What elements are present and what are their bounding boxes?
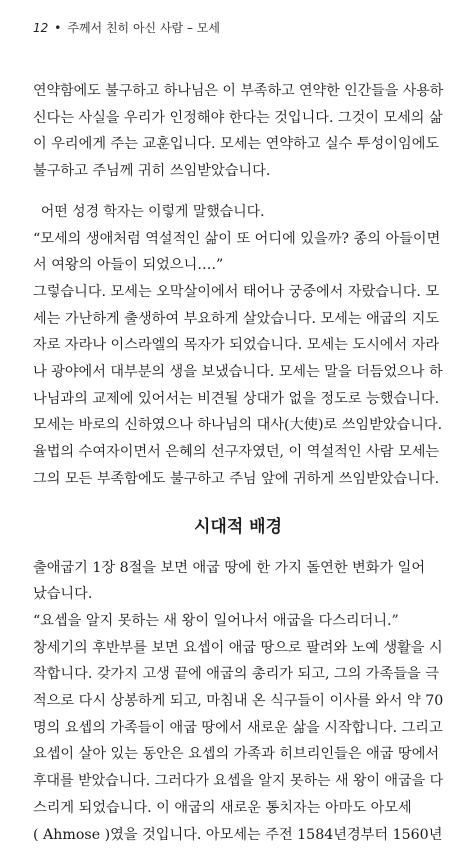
- text-line: 났습니다.: [33, 586, 93, 603]
- book-page: [33, 20, 443, 848]
- text-line: “모세의 생애처럼 역설적인 삶이 또 어디에 있을까? 종의 아들이면: [33, 230, 441, 247]
- text-line: 그렇습니다. 모세는 오막살이에서 태어나 궁중에서 자랐습니다. 모: [33, 283, 440, 300]
- text-line: 나님과의 교제에 있어서는 비견될 상대가 없을 정도로 능했습니다.: [33, 390, 440, 407]
- text-line: 서 여왕의 아들이 되었으니….”: [33, 257, 224, 274]
- page-number: 12: [33, 21, 49, 35]
- text-line: 세는 가난하게 출생하여 부요하게 살았습니다. 모세는 애굽의 지도: [33, 310, 440, 327]
- text-line: 적으로 다시 상봉하게 되고, 마침내 온 식구들이 이사를 와서 약 70: [33, 693, 444, 710]
- text-line: “요셉을 알지 못하는 새 왕이 일어나서 애굽을 다스리더니.”: [33, 612, 399, 629]
- text-line: 어떤 성경 학자는 이렇게 말했습니다.: [40, 203, 265, 220]
- book-title: 주께서 친히 아신 사람 – 모세: [67, 21, 220, 35]
- text-line: 신다는 사실을 우리가 인정해야 한다는 것입니다. 그것이 모세의 삶: [33, 109, 443, 126]
- text-line: 이 우리에게 주는 교훈입니다. 모세는 연약하고 실수 투성이임에도: [33, 136, 440, 153]
- text-line: 후대를 받았습니다. 그러다가 요셉을 알지 못하는 새 왕이 애굽을 다: [33, 773, 444, 790]
- text-line: 그의 모든 부족함에도 불구하고 주님 앞에 귀하게 쓰임받았습니다.: [33, 470, 440, 487]
- running-header: [33, 20, 443, 36]
- text-line: 출애굽기 1장 8절을 보면 애굽 땅에 한 가지 돌연한 변화가 일어: [33, 559, 426, 576]
- paragraph-intro: [33, 78, 443, 185]
- text-line: 창세기의 후반부를 보면 요셉이 애굽 땅으로 팔려와 노예 생활을 시: [33, 639, 443, 656]
- text-line: 나 광야에서 대부분의 생을 보냈습니다. 모세는 말을 더듬었으나 하: [33, 364, 443, 381]
- paragraph-paradox: [33, 199, 443, 493]
- text-line: 연약함에도 불구하고 하나님은 이 부족하고 연약한 인간들을 사용하: [33, 83, 444, 99]
- text-line: 모세는 바로의 신하였으나 하나님의 대사(大使)로 쓰임받았습니다.: [33, 417, 443, 434]
- text-line: 명의 요셉의 가족들이 애굽 땅에서 새로운 삶을 시작합니다. 그리고: [33, 719, 443, 736]
- text-line: ( Ahmose )였을 것입니다. 아모세는 주전 1584년경부터 1560년: [33, 826, 443, 843]
- text-line: 작합니다. 갖가지 고생 끝에 애굽의 총리가 되고, 그의 가족들을 극: [33, 666, 439, 683]
- header-separator: •: [54, 21, 62, 35]
- text-line: 스리게 되었습니다. 이 애굽의 새로운 통치자는 아마도 아모세: [33, 799, 412, 816]
- text-line: 자로 자라나 이스라엘의 목자가 되었습니다. 모세는 도시에서 자라: [33, 337, 440, 354]
- text-line: 불구하고 주님께 귀히 쓰임받았습니다.: [33, 163, 271, 180]
- paragraph-background: [33, 555, 443, 848]
- text-line: 율법의 수여자이면서 은혜의 선구자였던, 이 역설적인 사람 모세는: [33, 444, 440, 461]
- section-heading: 시대적 배경: [193, 516, 283, 537]
- text-line: 요셉이 살아 있는 동안은 요셉의 가족과 히브리인들은 애굽 땅에서: [33, 746, 440, 763]
